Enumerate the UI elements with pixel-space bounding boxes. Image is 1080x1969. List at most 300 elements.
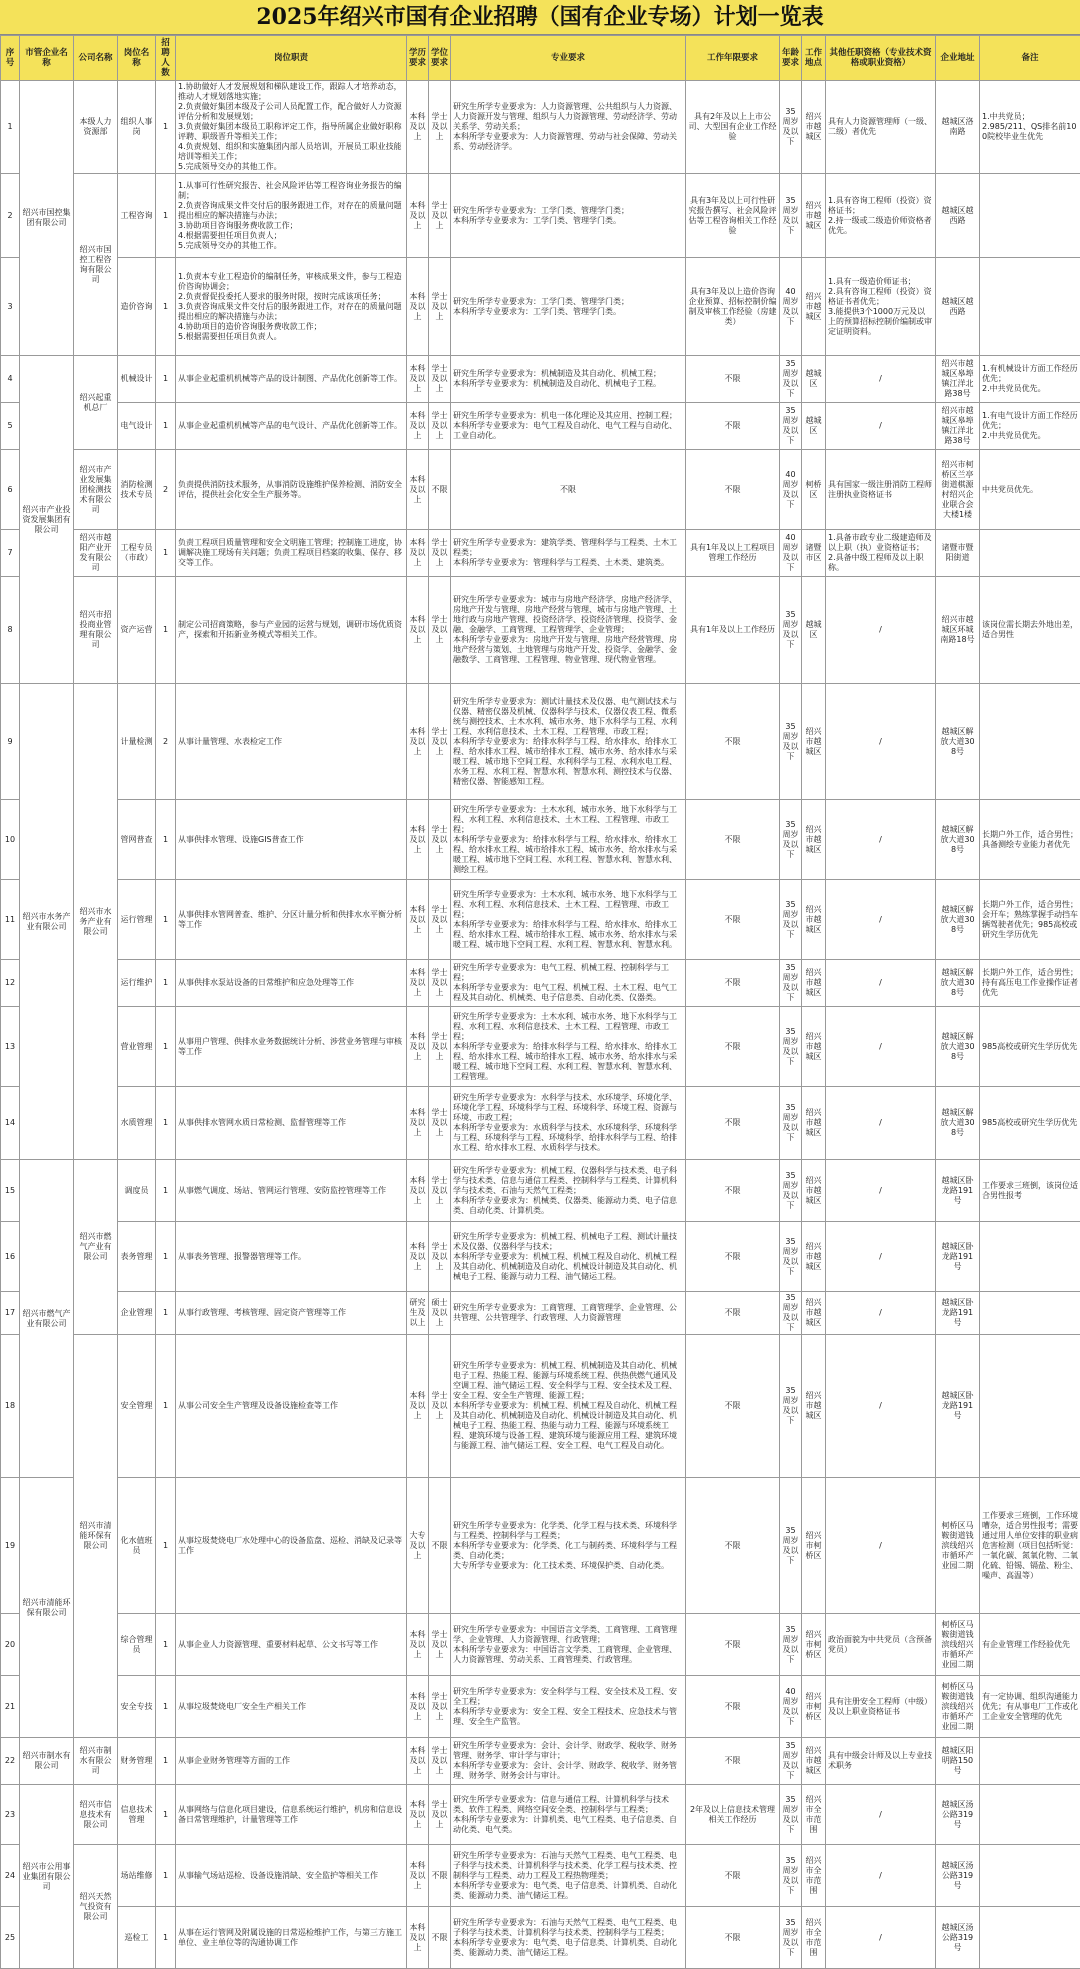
- duties: 1.从事可行性研究报告、社会风险评估等工程咨询业务报告的编制； 2.负责咨询成果文件交付后的服务跟进工作，对存在的质量问题提出相应的解决措施与办法； 3.协助项目咨询服务费收款工作； 4.根据需要担任项目负责人； 5.完成领导交办的其他工作。: [176, 174, 407, 258]
- major-req: 研究生所学专业要求为：机械工程、机械电子工程、测试计量技术及仪器、仪器科学与技术； 本科所学专业要求为：机械工程、机械工程及自动化、机械工程及其自动化、机械制造及自动化、机械设计制造及其自动化、机械电子工程、能源与动力工程、油气储运工程。: [451, 1222, 686, 1292]
- education-req: 大专及以上: [407, 1478, 429, 1614]
- group-name: 绍兴市产业投资发展集团有限公司: [20, 356, 74, 684]
- table-row: [1, 174, 1080, 258]
- table-row: [1, 1676, 1080, 1738]
- headcount: 1: [156, 1738, 176, 1785]
- other-qualification: /: [826, 1907, 936, 1969]
- other-qualification: /: [826, 684, 936, 800]
- degree-req: 不限: [429, 450, 451, 530]
- other-qualification: 1.具备市政专业二级建造师及以上职（执）业资格证书； 2.具备中级工程师及以上职称。: [826, 530, 936, 577]
- education-req: 本科及以上: [407, 258, 429, 356]
- work-location: 绍兴市越城区: [802, 1007, 826, 1087]
- remark: [980, 530, 1080, 577]
- remark: 工作要求三班倒，该岗位适合男性报考: [980, 1160, 1080, 1222]
- other-qualification: 具有人力资源管理师（一级、二级）者优先: [826, 81, 936, 174]
- duties: 从事燃气调度、场站、管网运行管理、安防监控管理等工作: [176, 1160, 407, 1222]
- work-location: 绍兴市全市范围: [802, 1845, 826, 1907]
- row-seq: 15: [1, 1160, 20, 1222]
- education-req: 本科及以上: [407, 403, 429, 450]
- education-req: 本科及以上: [407, 880, 429, 960]
- other-qualification: /: [826, 1160, 936, 1222]
- header-seq: 序号: [1, 36, 20, 81]
- degree-req: 学士及以上: [429, 1738, 451, 1785]
- position-name: 机械设计: [118, 356, 156, 403]
- row-seq: 16: [1, 1222, 20, 1292]
- duties: 1.负责本专业工程造价的编制任务，审核成果文件，参与工程造价咨询协调会； 2.负责督促投委托人要求的服务时限，按时完成该项任务； 3.负责咨询成果文件交付后的服务跟进工作，对存在的质量问题提出相应的解决措施与办法； 4.协助项目的造价咨询服务费收款工作； 5.根据需要担任项目负责人。: [176, 258, 407, 356]
- row-seq: 5: [1, 403, 20, 450]
- remark: 有一定协调、组织沟通能力优先；有从事电厂工作或化工企业安全管理的优先: [980, 1676, 1080, 1738]
- company-address: 绍兴市越城区皋埠镇江洋北路38号: [936, 403, 980, 450]
- headcount: 2: [156, 684, 176, 800]
- work-location: 绍兴市越城区: [802, 800, 826, 880]
- remark: 1.有电气设计方面工作经历优先； 2.中共党员优先。: [980, 403, 1080, 450]
- other-qualification: 1.具有咨询工程师（投资）资格证书； 2.持一级或二级造价师资格者优先。: [826, 174, 936, 258]
- position-name: 运行维护: [118, 960, 156, 1007]
- experience-req: 具有1年及以上工程项目管理工作经历: [686, 530, 780, 577]
- degree-req: 学士及以上: [429, 356, 451, 403]
- remark: 该岗位需长期去外地出差，适合男性: [980, 577, 1080, 684]
- degree-req: 学士及以上: [429, 1007, 451, 1087]
- other-qualification: 政治面貌为中共党员（含预备党员）: [826, 1614, 936, 1676]
- headcount: 1: [156, 1845, 176, 1907]
- headcount: 1: [156, 1087, 176, 1160]
- company-name: 绍兴市产业发展集团检测技术有限公司: [74, 450, 118, 530]
- age-req: 40周岁及以下: [780, 530, 802, 577]
- work-location: 绍兴市越城区: [802, 1292, 826, 1335]
- work-location: 越城区: [802, 577, 826, 684]
- age-req: 35周岁及以下: [780, 81, 802, 174]
- table-row: [1, 684, 1080, 800]
- row-seq: 9: [1, 684, 20, 800]
- header-remark: 备注: [980, 36, 1080, 81]
- major-req: 研究生所学专业要求为：土木水利、城市水务、地下水科学与工程、水利工程、水利信息技术、土木工程、工程管理、市政工程； 本科所学专业要求为：给排水科学与工程、给水排水、给排水工程、给水排水工程、城市给排水工程、城市水务、给水排水与采暖工程、城市地下空间工程、水利工程、智慧水利、智慧水利、测绘工程。: [451, 800, 686, 880]
- work-location: 绍兴市全市范围: [802, 1785, 826, 1845]
- work-location: 诸暨市区: [802, 530, 826, 577]
- major-req: 研究生所学专业要求为：工学门类、管理学门类； 本科所学专业要求为：工学门类、管理学门类。: [451, 174, 686, 258]
- position-name: 安全专技: [118, 1676, 156, 1738]
- company-name: 绍兴市国控工程咨询有限公司: [74, 174, 118, 356]
- company-name: 绍兴起重机总厂: [74, 356, 118, 450]
- duties: 从事垃圾焚烧电厂水处理中心的设备监盘、巡检、消缺及记录等工作: [176, 1478, 407, 1614]
- company-name: 绍兴市水务产业有限公司: [74, 684, 118, 1160]
- education-req: 本科及以上: [407, 1335, 429, 1478]
- experience-req: 不限: [686, 1292, 780, 1335]
- company-name: 本级人力资源部: [74, 81, 118, 174]
- company-address: 柯桥区马鞍街道钱滨线绍兴市循环产业园二期: [936, 1676, 980, 1738]
- position-name: 电气设计: [118, 403, 156, 450]
- experience-req: 不限: [686, 356, 780, 403]
- table-row: [1, 960, 1080, 1007]
- experience-req: 不限: [686, 1676, 780, 1738]
- degree-req: 学士及以上: [429, 1335, 451, 1478]
- company-name: 绍兴市越阳产业开发有限公司: [74, 530, 118, 577]
- duties: 从事供排水管理、设施GIS普查工作: [176, 800, 407, 880]
- work-location: 绍兴市柯桥区: [802, 1614, 826, 1676]
- remark: 有企业管理工作经验优先: [980, 1614, 1080, 1676]
- education-req: 本科及以上: [407, 960, 429, 1007]
- other-qualification: /: [826, 1845, 936, 1907]
- position-name: 资产运营: [118, 577, 156, 684]
- education-req: 本科及以上: [407, 1160, 429, 1222]
- duties: 从事供排水管网水质日常检测、监督管理等工作: [176, 1087, 407, 1160]
- duties: 从事网络与信息化项目建设，信息系统运行维护，机房和信息设备日常管理维护，计量管理等工作: [176, 1785, 407, 1845]
- position-name: 造价咨询: [118, 258, 156, 356]
- work-location: 绍兴市越城区: [802, 684, 826, 800]
- major-req: 研究生所学专业要求为：城市与房地产经济学、房地产经济学、房地产开发与管理、房地产经营与管理、城市与房地产管理、土地行政与房地产管理、投资经济学、投资经济管理、投资学、金融、金融学、工商管理、工程管理学、企业管理； 本科所学专业要求为：房地产开发与管理、房地产经营管理、房地产经营与策划、土地管理与房地产开发、投资学、金融学、金融数学、工商管理、工程管理、物业管理、现代物业管理。: [451, 577, 686, 684]
- position-name: 场站维修: [118, 1845, 156, 1907]
- position-name: 消防检测技术专员: [118, 450, 156, 530]
- degree-req: 学士及以上: [429, 1222, 451, 1292]
- remark: 985高校或研究生学历优先: [980, 1087, 1080, 1160]
- education-req: 本科及以上: [407, 1087, 429, 1160]
- age-req: 35周岁及以下: [780, 1160, 802, 1222]
- company-address: 柯桥区马鞍街道钱滨线绍兴市循环产业园二期: [936, 1478, 980, 1614]
- education-req: 本科及以上: [407, 577, 429, 684]
- degree-req: 不限: [429, 1845, 451, 1907]
- education-req: 本科及以上: [407, 530, 429, 577]
- experience-req: 具有3年及以上可行性研究报告撰写、社会风险评估等工程咨询相关工作经验: [686, 174, 780, 258]
- table-header-row: [1, 36, 1080, 81]
- age-req: 35周岁及以下: [780, 800, 802, 880]
- headcount: 1: [156, 1614, 176, 1676]
- headcount: 2: [156, 450, 176, 530]
- degree-req: 硕士及以上: [429, 1292, 451, 1335]
- degree-req: 学士及以上: [429, 1614, 451, 1676]
- table-row: [1, 577, 1080, 684]
- duties: 从事行政管理、考核管理、固定资产管理等工作: [176, 1292, 407, 1335]
- table-row: [1, 258, 1080, 356]
- remark: 工作要求三班倒，工作环境嘈杂，适合男性报考；需要通过用人单位安排的职业病危害检测（项目包括听觉：一氧化碳、氮氧化物、二氧化硫、铅锡、镉盐、粉尘、噪声、高温等）: [980, 1478, 1080, 1614]
- headcount: 1: [156, 1478, 176, 1614]
- headcount: 1: [156, 1007, 176, 1087]
- other-qualification: /: [826, 800, 936, 880]
- experience-req: 不限: [686, 1007, 780, 1087]
- experience-req: 不限: [686, 1222, 780, 1292]
- experience-req: 不限: [686, 450, 780, 530]
- table-row: [1, 356, 1080, 403]
- remark: 中共党员优先。: [980, 450, 1080, 530]
- work-location: 绍兴市越城区: [802, 174, 826, 258]
- table-row: [1, 1738, 1080, 1785]
- remark: 985高校或研究生学历优先: [980, 1007, 1080, 1087]
- other-qualification: /: [826, 1292, 936, 1335]
- position-name: 组织人事岗: [118, 81, 156, 174]
- age-req: 35周岁及以下: [780, 1292, 802, 1335]
- table-row: [1, 450, 1080, 530]
- group-name: 绍兴市燃气产业有限公司: [20, 1160, 74, 1478]
- headcount: 1: [156, 1907, 176, 1969]
- row-seq: 25: [1, 1907, 20, 1969]
- row-seq: 8: [1, 577, 20, 684]
- headcount: 1: [156, 1292, 176, 1335]
- position-name: 企业管理: [118, 1292, 156, 1335]
- work-location: 绍兴市越城区: [802, 1160, 826, 1222]
- degree-req: 学士及以上: [429, 880, 451, 960]
- position-name: 信息技术管理: [118, 1785, 156, 1845]
- work-location: 绍兴市越城区: [802, 81, 826, 174]
- age-req: 35周岁及以下: [780, 1222, 802, 1292]
- duties: 从事公司安全生产管理及设备设施检查等工作: [176, 1335, 407, 1478]
- duties: 从事表务管理、报警器管理等工作。: [176, 1222, 407, 1292]
- experience-req: 不限: [686, 1738, 780, 1785]
- duties: 负责提供消防技术服务，从事消防设施维护保养检测、消防安全评估，提供社会化安全生产服务等。: [176, 450, 407, 530]
- age-req: 40周岁及以下: [780, 258, 802, 356]
- position-name: 综合管理员: [118, 1614, 156, 1676]
- table-row: [1, 1478, 1080, 1614]
- other-qualification: /: [826, 356, 936, 403]
- header-company: 公司名称: [74, 36, 118, 81]
- table-row: [1, 1160, 1080, 1222]
- experience-req: 不限: [686, 800, 780, 880]
- duties: 制定公司招商策略，参与产业园的运营与规划，调研市场优质资产，探索和开拓新业务模式等相关工作。: [176, 577, 407, 684]
- headcount: 1: [156, 81, 176, 174]
- degree-req: 学士及以上: [429, 403, 451, 450]
- age-req: 35周岁及以下: [780, 1335, 802, 1478]
- company-name: 绍兴市燃气产业有限公司: [74, 1160, 118, 1335]
- remark: [980, 1785, 1080, 1845]
- age-req: 35周岁及以下: [780, 174, 802, 258]
- experience-req: 不限: [686, 1478, 780, 1614]
- major-req: 研究生所学专业要求为：石油与天然气工程类、电气工程类、电子科学与技术类、计算机科学与技术类、化学工程与技术类、控制科学与工程类、动力工程及工程热物理类； 本科所学专业要求为：电气类、电子信息类、计算机类、自动化类、能源动力类、油气储运工程。: [451, 1845, 686, 1907]
- row-seq: 24: [1, 1845, 20, 1907]
- group-name: 绍兴市水务产业有限公司: [20, 684, 74, 1160]
- education-req: 本科及以上: [407, 1007, 429, 1087]
- degree-req: 学士及以上: [429, 1676, 451, 1738]
- experience-req: 具有1年及以上工作经历: [686, 577, 780, 684]
- work-location: 绍兴市柯桥区: [802, 1478, 826, 1614]
- major-req: 研究生所学专业要求为：中国语言文学类、工商管理、工商管理学、企业管理、人力资源管理、行政管理； 本科所学专业要求为：中国语言文学类、工商管理、企业管理、人力资源管理、劳动关系、工商管理类、行政管理。: [451, 1614, 686, 1676]
- education-req: 本科及以上: [407, 174, 429, 258]
- education-req: 本科及以上: [407, 684, 429, 800]
- table-row: [1, 1292, 1080, 1335]
- education-req: 本科及以上: [407, 800, 429, 880]
- row-seq: 11: [1, 880, 20, 960]
- age-req: 35周岁及以下: [780, 577, 802, 684]
- company-address: 越城区阳明路150号: [936, 1738, 980, 1785]
- degree-req: 不限: [429, 1478, 451, 1614]
- table-row: [1, 530, 1080, 577]
- table-row: [1, 1785, 1080, 1845]
- company-name: 绍兴天然气投资有限公司: [74, 1845, 118, 1969]
- duties: 1.协助做好人才发展规划和梯队建设工作，跟踪人才培养动态，推动人才规划落地实施； 2.负责做好集团本级及子公司人员配置工作，配合做好人力资源评估分析和发展规划； 3.负责做好集团本级员工职称评定工作，指导所属企业做好职称评聘、职级晋升等相关工作； 4.负责规划、组织和实施集团内部人员培训，开展员工职业技能培训等相关工作； 5.完成领导交办的其他工作。: [176, 81, 407, 174]
- table-row: [1, 403, 1080, 450]
- degree-req: 学士及以上: [429, 174, 451, 258]
- duties: 从事用户管理、供排水业务数据统计分析、涉营业务管理与审核等工作: [176, 1007, 407, 1087]
- age-req: 40周岁及以下: [780, 1676, 802, 1738]
- duties: 从事垃圾焚烧电厂安全生产相关工作: [176, 1676, 407, 1738]
- remark: [980, 1292, 1080, 1335]
- experience-req: 具有3年及以上造价咨询企业预算、招标控制价编制及审核工作经验（房建类）: [686, 258, 780, 356]
- company-address: 绍兴市越城区皋埠镇江洋北路38号: [936, 356, 980, 403]
- major-req: 研究生所学专业要求为：机电一体化理论及其应用、控制工程； 本科所学专业要求为：电气工程及自动化、电气工程与自动化、工业自动化。: [451, 403, 686, 450]
- work-location: 绍兴市越城区: [802, 880, 826, 960]
- position-name: 表务管理: [118, 1222, 156, 1292]
- other-qualification: 具有国家一级注册消防工程师注册执业资格证书: [826, 450, 936, 530]
- work-location: 越城区: [802, 403, 826, 450]
- table-row: [1, 81, 1080, 174]
- age-req: 35周岁及以下: [780, 1845, 802, 1907]
- age-req: 35周岁及以下: [780, 356, 802, 403]
- experience-req: 不限: [686, 960, 780, 1007]
- position-name: 营业管理: [118, 1007, 156, 1087]
- major-req: 研究生所学专业要求为：土木水利、城市水务、地下水科学与工程、水利工程、水利信息技术、土木工程、工程管理、市政工程； 本科所学专业要求为：给排水科学与工程、给水排水、给排水工程、给水排水工程、城市给排水工程、城市水务、给水排水与采暖工程、城市地下空间工程、水利工程、智慧水利、智慧水利。: [451, 880, 686, 960]
- company-address: 越城区解放大道308号: [936, 1007, 980, 1087]
- work-location: 绍兴市越城区: [802, 1738, 826, 1785]
- experience-req: 不限: [686, 1160, 780, 1222]
- headcount: 1: [156, 1222, 176, 1292]
- education-req: 本科及以上: [407, 1676, 429, 1738]
- remark: [980, 1335, 1080, 1478]
- age-req: 35周岁及以下: [780, 1785, 802, 1845]
- education-req: 本科及以上: [407, 450, 429, 530]
- other-qualification: /: [826, 1222, 936, 1292]
- company-address: 越城区汤公路319号: [936, 1907, 980, 1969]
- position-name: 管网普查: [118, 800, 156, 880]
- row-seq: 4: [1, 356, 20, 403]
- age-req: 35周岁及以下: [780, 1478, 802, 1614]
- experience-req: 不限: [686, 1907, 780, 1969]
- table-row: [1, 1614, 1080, 1676]
- degree-req: 学士及以上: [429, 1785, 451, 1845]
- other-qualification: /: [826, 1007, 936, 1087]
- education-req: 本科及以上: [407, 1738, 429, 1785]
- degree-req: 学士及以上: [429, 530, 451, 577]
- row-seq: 10: [1, 800, 20, 880]
- company-name: 绍兴市信息技术有限公司: [74, 1785, 118, 1845]
- table-row: [1, 1007, 1080, 1087]
- major-req: 研究生所学专业要求为：水科学与技术、水环境学、环境化学、环境化学工程、环境科学与工程、环境科学、环境工程、资源与环境、市政工程； 本科所学专业要求为：水质科学与技术、水环境科学、环境科学与工程、环境科学与工程、环境科学、给排水科学与工程、给排水工程、给水排水工程、水质科学与技术。: [451, 1087, 686, 1160]
- age-req: 40周岁及以下: [780, 450, 802, 530]
- headcount: 1: [156, 800, 176, 880]
- company-address: 越城区解放大道308号: [936, 880, 980, 960]
- education-req: 本科及以上: [407, 1845, 429, 1907]
- other-qualification: /: [826, 960, 936, 1007]
- duties: 从事企业起重机机械等产品的电气设计、产品优化创新等工作。: [176, 403, 407, 450]
- header-location: 工作地点: [802, 36, 826, 81]
- degree-req: 不限: [429, 1907, 451, 1969]
- recruitment-table: [0, 35, 1080, 1969]
- headcount: 1: [156, 530, 176, 577]
- headcount: 1: [156, 1785, 176, 1845]
- position-name: 工程咨询: [118, 174, 156, 258]
- duties: 从事计量管理、水表检定工作: [176, 684, 407, 800]
- table-row: [1, 1087, 1080, 1160]
- header-education: 学历要求: [407, 36, 429, 81]
- remark: 长期户外工作，适合男性；具备测绘专业能力者优先: [980, 800, 1080, 880]
- work-location: 绍兴市越城区: [802, 258, 826, 356]
- position-name: 运行管理: [118, 880, 156, 960]
- age-req: 35周岁及以下: [780, 684, 802, 800]
- other-qualification: /: [826, 1478, 936, 1614]
- company-address: 越城区越西路: [936, 258, 980, 356]
- experience-req: 不限: [686, 880, 780, 960]
- age-req: 35周岁及以下: [780, 403, 802, 450]
- major-req: 研究生所学专业要求为：工学门类、管理学门类； 本科所学专业要求为：工学门类、管理学门类。: [451, 258, 686, 356]
- duties: 从事企业人力资源管理、重要材料起草、公文书写等工作: [176, 1614, 407, 1676]
- education-req: 本科及以上: [407, 1222, 429, 1292]
- group-name: 绍兴市清能环保有限公司: [20, 1478, 74, 1738]
- major-req: 研究生所学专业要求为：机械制造及其自动化、机械工程； 本科所学专业要求为：机械制造及自动化、机械电子工程。: [451, 356, 686, 403]
- remark: 长期户外工作，适合男性；会开车；熟练掌握手动挡车辆驾驶者优先；985高校或研究生学历优先: [980, 880, 1080, 960]
- remark: [980, 1907, 1080, 1969]
- remark: 1.有机械设计方面工作经历优先； 2.中共党员优先。: [980, 356, 1080, 403]
- header-address: 企业地址: [936, 36, 980, 81]
- position-name: 工程专员（市政）: [118, 530, 156, 577]
- education-req: 本科及以上: [407, 81, 429, 174]
- major-req: 研究生所学专业要求为：机械工程、机械制造及其自动化、机械电子工程、热能工程、能源与环境系统工程、供热供燃气通风及空调工程、油气储运工程、安全科学与工程、安全技术及工程、安全工程、安全生产管理、能源工程； 本科所学专业要求为：机械工程、机械工程及自动化、机械工程及其自动化、机械制造及自动化、机械设计制造及其自动化、机械电子工程、热能工程、热能与动力工程、能源与环境系统工程、建筑环境与设备工程、建筑环境与能源应用工程、建筑环境与能源工程、油气储运工程、安全工程、电气工程及自动化。: [451, 1335, 686, 1478]
- company-address: 诸暨市暨阳街道: [936, 530, 980, 577]
- other-qualification: /: [826, 403, 936, 450]
- major-req: 研究生所学专业要求为：会计、会计学、财政学、税收学、财务管理、财务学、审计学与审计； 本科所学专业要求为：会计、会计学、财政学、税收学、财务管理、财务学、财务会计与审计。: [451, 1738, 686, 1785]
- education-req: 本科及以上: [407, 356, 429, 403]
- experience-req: 不限: [686, 1087, 780, 1160]
- major-req: 研究生所学专业要求为：化学类、化学工程与技术类、环境科学与工程类、控制科学与工程类； 本科所学专业要求为：化学类、化工与制药类、环境科学与工程类、自动化类； 大专所学专业要求为：化工技术类、环境保护类、自动化类。: [451, 1478, 686, 1614]
- remark: [980, 1738, 1080, 1785]
- headcount: 1: [156, 403, 176, 450]
- company-address: 越城区汤公路319号: [936, 1785, 980, 1845]
- other-qualification: 具有中级会计师及以上专业技术职务: [826, 1738, 936, 1785]
- major-req: 研究生所学专业要求为：安全科学与工程、安全技术及工程、安全工程； 本科所学专业要求为：安全工程、安全工程技术、应急技术与管理、安全生产监管。: [451, 1676, 686, 1738]
- header-group: 市管企业名称: [20, 36, 74, 81]
- experience-req: 不限: [686, 1845, 780, 1907]
- headcount: 1: [156, 577, 176, 684]
- work-location: 绍兴市全市范围: [802, 1907, 826, 1969]
- work-location: 绍兴市越城区: [802, 1222, 826, 1292]
- work-location: 绍兴市柯桥区: [802, 1676, 826, 1738]
- position-name: 计量检测: [118, 684, 156, 800]
- work-location: 绍兴市越城区: [802, 1335, 826, 1478]
- degree-req: 学士及以上: [429, 960, 451, 1007]
- other-qualification: /: [826, 577, 936, 684]
- group-name: 绍兴市国控集团有限公司: [20, 81, 74, 356]
- remark: [980, 684, 1080, 800]
- headcount: 1: [156, 174, 176, 258]
- work-location: 越城区: [802, 356, 826, 403]
- major-req: 研究生所学专业要求为：电气工程、机械工程、控制科学与工程； 本科所学专业要求为：电气工程、机械工程、土木工程、电气工程及其自动化、机械类、电子信息类、自动化类、仪器类。: [451, 960, 686, 1007]
- row-seq: 23: [1, 1785, 20, 1845]
- degree-req: 学士及以上: [429, 800, 451, 880]
- major-req: 研究生所学专业要求为：建筑学类、管理科学与工程类、土木工程类； 本科所学专业要求为：管理科学与工程类、土木类、建筑类。: [451, 530, 686, 577]
- major-req: 研究生所学专业要求为：测试计量技术及仪器、电气测试技术与仪器、精密仪器及机械、仪器科学与技术、仪器仪表工程、微系统与测控技术、土木水利、城市水务、地下水科学与工程、水利工程、水利信息技术、土木工程、工程管理、市政工程； 本科所学专业要求为：给排水科学与工程、给水排水、给排水工程、给水排水工程、城市给排水工程、城市水务、给水排水与采暖工程、城市地下空间工程、水利科学与工程、水利水电工程、水务工程、水利工程、智慧水利、智慧水利、测控技术与仪器、精密仪器、智能感知工程。: [451, 684, 686, 800]
- table-row: [1, 800, 1080, 880]
- duties: 从事在运行管网及附属设施的日常巡检维护工作，与第三方施工单位、业主单位等的沟通协调工作: [176, 1907, 407, 1969]
- headcount: 1: [156, 258, 176, 356]
- education-req: 本科及以上: [407, 1785, 429, 1845]
- company-address: 绍兴市柯桥区兰亭街道棋源村绍兴企业联合会大楼1楼: [936, 450, 980, 530]
- table-row: [1, 880, 1080, 960]
- major-req: 研究生所学专业要求为：土木水利、城市水务、地下水科学与工程、水利工程、水利信息技术、土木工程、工程管理、市政工程； 本科所学专业要求为：给排水科学与工程、给水排水、给排水工程、给水排水工程、城市给排水工程、城市水务、给水排水与采暖工程、城市地下空间工程、水利工程、智慧水利、智慧水利、工程管理。: [451, 1007, 686, 1087]
- duties: 从事企业财务管理等方面的工作: [176, 1738, 407, 1785]
- duties: 负责工程项目质量管理和安全文明施工管理；控制施工进度，协调解决施工现场有关问题；负责工程项目档案的收集、保存、移交等工作。: [176, 530, 407, 577]
- table-row: [1, 1845, 1080, 1907]
- other-qualification: 1.具有一级造价师证书； 2.具有咨询工程师（投资）资格证书者优先； 3.能提供3个1000万元及以上的预算招标控制价编制或审定证明资料。: [826, 258, 936, 356]
- major-req: 研究生所学专业要求为：机械工程、仪器科学与技术类、电子科学与技术类、信息与通信工程类、控制科学与工程类、计算机科学与技术类、石油与天然气工程类； 本科所学专业要求为：机械类、仪器类、能源动力类、电子信息类、自动化类、计算机类。: [451, 1160, 686, 1222]
- header-position: 岗位名称: [118, 36, 156, 81]
- remark: [980, 1845, 1080, 1907]
- degree-req: 学士及以上: [429, 1087, 451, 1160]
- duties: 从事企业起重机机械等产品的设计制图、产品优化创新等工作。: [176, 356, 407, 403]
- row-seq: 6: [1, 450, 20, 530]
- experience-req: 不限: [686, 403, 780, 450]
- degree-req: 学士及以上: [429, 81, 451, 174]
- header-major: 专业要求: [451, 36, 686, 81]
- experience-req: 具有2年及以上上市公司、大型国有企业工作经验: [686, 81, 780, 174]
- header-count: 招聘人数: [156, 36, 176, 81]
- row-seq: 2: [1, 174, 20, 258]
- duties: 从事供排水管网普查、维护、分区计量分析和供排水水平衡分析等工作: [176, 880, 407, 960]
- position-name: 水质管理: [118, 1087, 156, 1160]
- age-req: 35周岁及以下: [780, 1614, 802, 1676]
